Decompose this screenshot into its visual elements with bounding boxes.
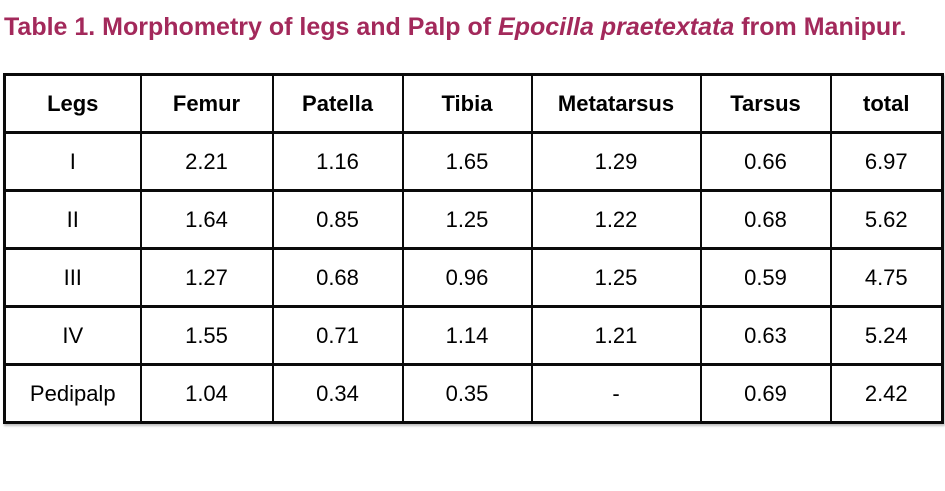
- caption-suffix: from Manipur.: [734, 13, 907, 41]
- table-row-leg-4: [5, 307, 943, 365]
- table-cell: 1.27: [141, 249, 273, 307]
- table-row-leg-1: [5, 133, 943, 191]
- table-cell: 1.55: [141, 307, 273, 365]
- table-cell: 0.85: [273, 191, 403, 249]
- table-cell: 4.75: [831, 249, 943, 307]
- table-cell: 6.97: [831, 133, 943, 191]
- table-cell: 0.35: [403, 365, 532, 423]
- header-tibia: Tibia: [403, 75, 532, 133]
- table-row-pedipalp: [5, 365, 943, 423]
- table-cell: 1.29: [532, 133, 701, 191]
- table-cell: 5.62: [831, 191, 943, 249]
- table-cell: 1.25: [532, 249, 701, 307]
- table-cell: 0.59: [701, 249, 831, 307]
- morphometry-table: [3, 73, 944, 424]
- header-total: total: [831, 75, 943, 133]
- header-row: [5, 75, 943, 133]
- table-cell: 0.96: [403, 249, 532, 307]
- table-cell: 0.69: [701, 365, 831, 423]
- table-cell: 1.16: [273, 133, 403, 191]
- row-label: IV: [5, 307, 141, 365]
- table-cell: 0.34: [273, 365, 403, 423]
- table-cell: 5.24: [831, 307, 943, 365]
- row-label: Pedipalp: [5, 365, 141, 423]
- table-caption: [0, 0, 945, 46]
- row-label: I: [5, 133, 141, 191]
- header-legs: Legs: [5, 75, 141, 133]
- table-cell: 0.66: [701, 133, 831, 191]
- table-cell: 0.63: [701, 307, 831, 365]
- row-label: II: [5, 191, 141, 249]
- table-cell: 1.04: [141, 365, 273, 423]
- table-cell: 1.65: [403, 133, 532, 191]
- table-row-leg-2: [5, 191, 943, 249]
- table-cell: 0.68: [273, 249, 403, 307]
- caption-species-name: Epocilla praetextata: [498, 13, 735, 41]
- row-label: III: [5, 249, 141, 307]
- header-femur: Femur: [141, 75, 273, 133]
- table-cell: 1.22: [532, 191, 701, 249]
- header-tarsus: Tarsus: [701, 75, 831, 133]
- table-cell: 1.25: [403, 191, 532, 249]
- header-patella: Patella: [273, 75, 403, 133]
- table-cell: 1.64: [141, 191, 273, 249]
- table-cell: -: [532, 365, 701, 423]
- table-cell: 2.42: [831, 365, 943, 423]
- header-metatarsus: Metatarsus: [532, 75, 701, 133]
- table-cell: 1.21: [532, 307, 701, 365]
- table-cell: 2.21: [141, 133, 273, 191]
- table-cell: 0.68: [701, 191, 831, 249]
- caption-prefix: Table 1. Morphometry of legs and Palp of: [4, 13, 499, 41]
- table-cell: 1.14: [403, 307, 532, 365]
- table-cell: 0.71: [273, 307, 403, 365]
- table-row-leg-3: [5, 249, 943, 307]
